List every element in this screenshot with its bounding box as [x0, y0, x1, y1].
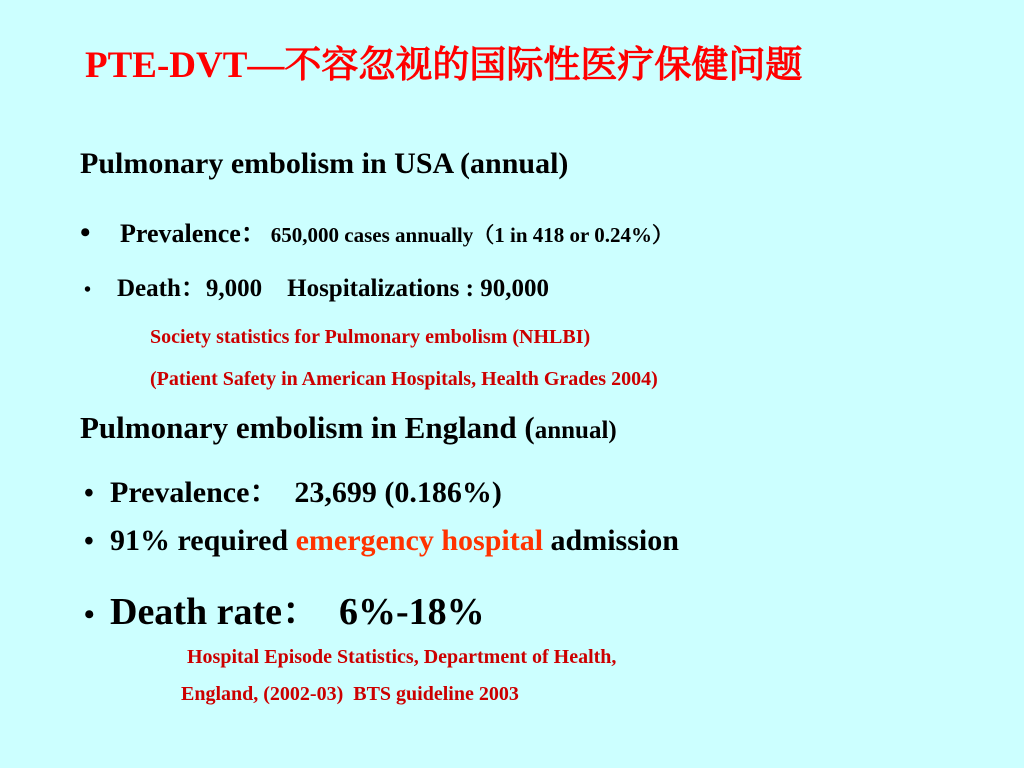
- england-emergency-prefix: 91% required: [110, 524, 296, 557]
- england-death-rate-text: Death rate： 6%-18%: [110, 591, 485, 633]
- england-emergency-suffix: admission: [543, 524, 679, 557]
- usa-prevalence-item: [80, 213, 673, 250]
- bullet-icon: •: [84, 598, 95, 631]
- bullet-icon: •: [84, 526, 94, 557]
- usa-death-text: Death：9,000 Hospitalizations : 90,000: [117, 275, 549, 302]
- england-heading: [80, 410, 617, 446]
- usa-prevalence-label: Prevalence：: [120, 219, 267, 248]
- bullet-icon: •: [84, 279, 92, 301]
- england-emergency-item: [84, 524, 679, 558]
- usa-heading: Pulmonary embolism in USA (annual): [80, 147, 569, 180]
- england-source-1: Hospital Episode Statistics, Department of Health,: [187, 646, 617, 668]
- england-death-rate-item: [84, 580, 485, 635]
- england-heading-main: Pulmonary embolism in England (: [80, 410, 535, 445]
- england-heading-small: annual): [534, 417, 617, 444]
- england-emergency-highlight: emergency hospital: [295, 524, 544, 557]
- england-prevalence-item: [84, 467, 502, 511]
- slide-title: PTE-DVT—不容忽视的国际性医疗保健问题: [85, 45, 803, 86]
- bullet-icon: •: [80, 216, 91, 249]
- england-source-2: England, (2002-03) BTS guideline 2003: [181, 683, 519, 705]
- bullet-icon: •: [84, 478, 94, 509]
- usa-death-item: [84, 268, 549, 304]
- usa-source-1: Society statistics for Pulmonary embolism (NHLBI): [150, 326, 591, 348]
- usa-source-2: (Patient Safety in American Hospitals, Health Grades 2004): [150, 368, 658, 390]
- usa-prevalence-value: 650,000 cases annually（1 in 418 or 0.24%）: [270, 223, 673, 247]
- england-prevalence-text: Prevalence： 23,699 (0.186%): [110, 476, 502, 509]
